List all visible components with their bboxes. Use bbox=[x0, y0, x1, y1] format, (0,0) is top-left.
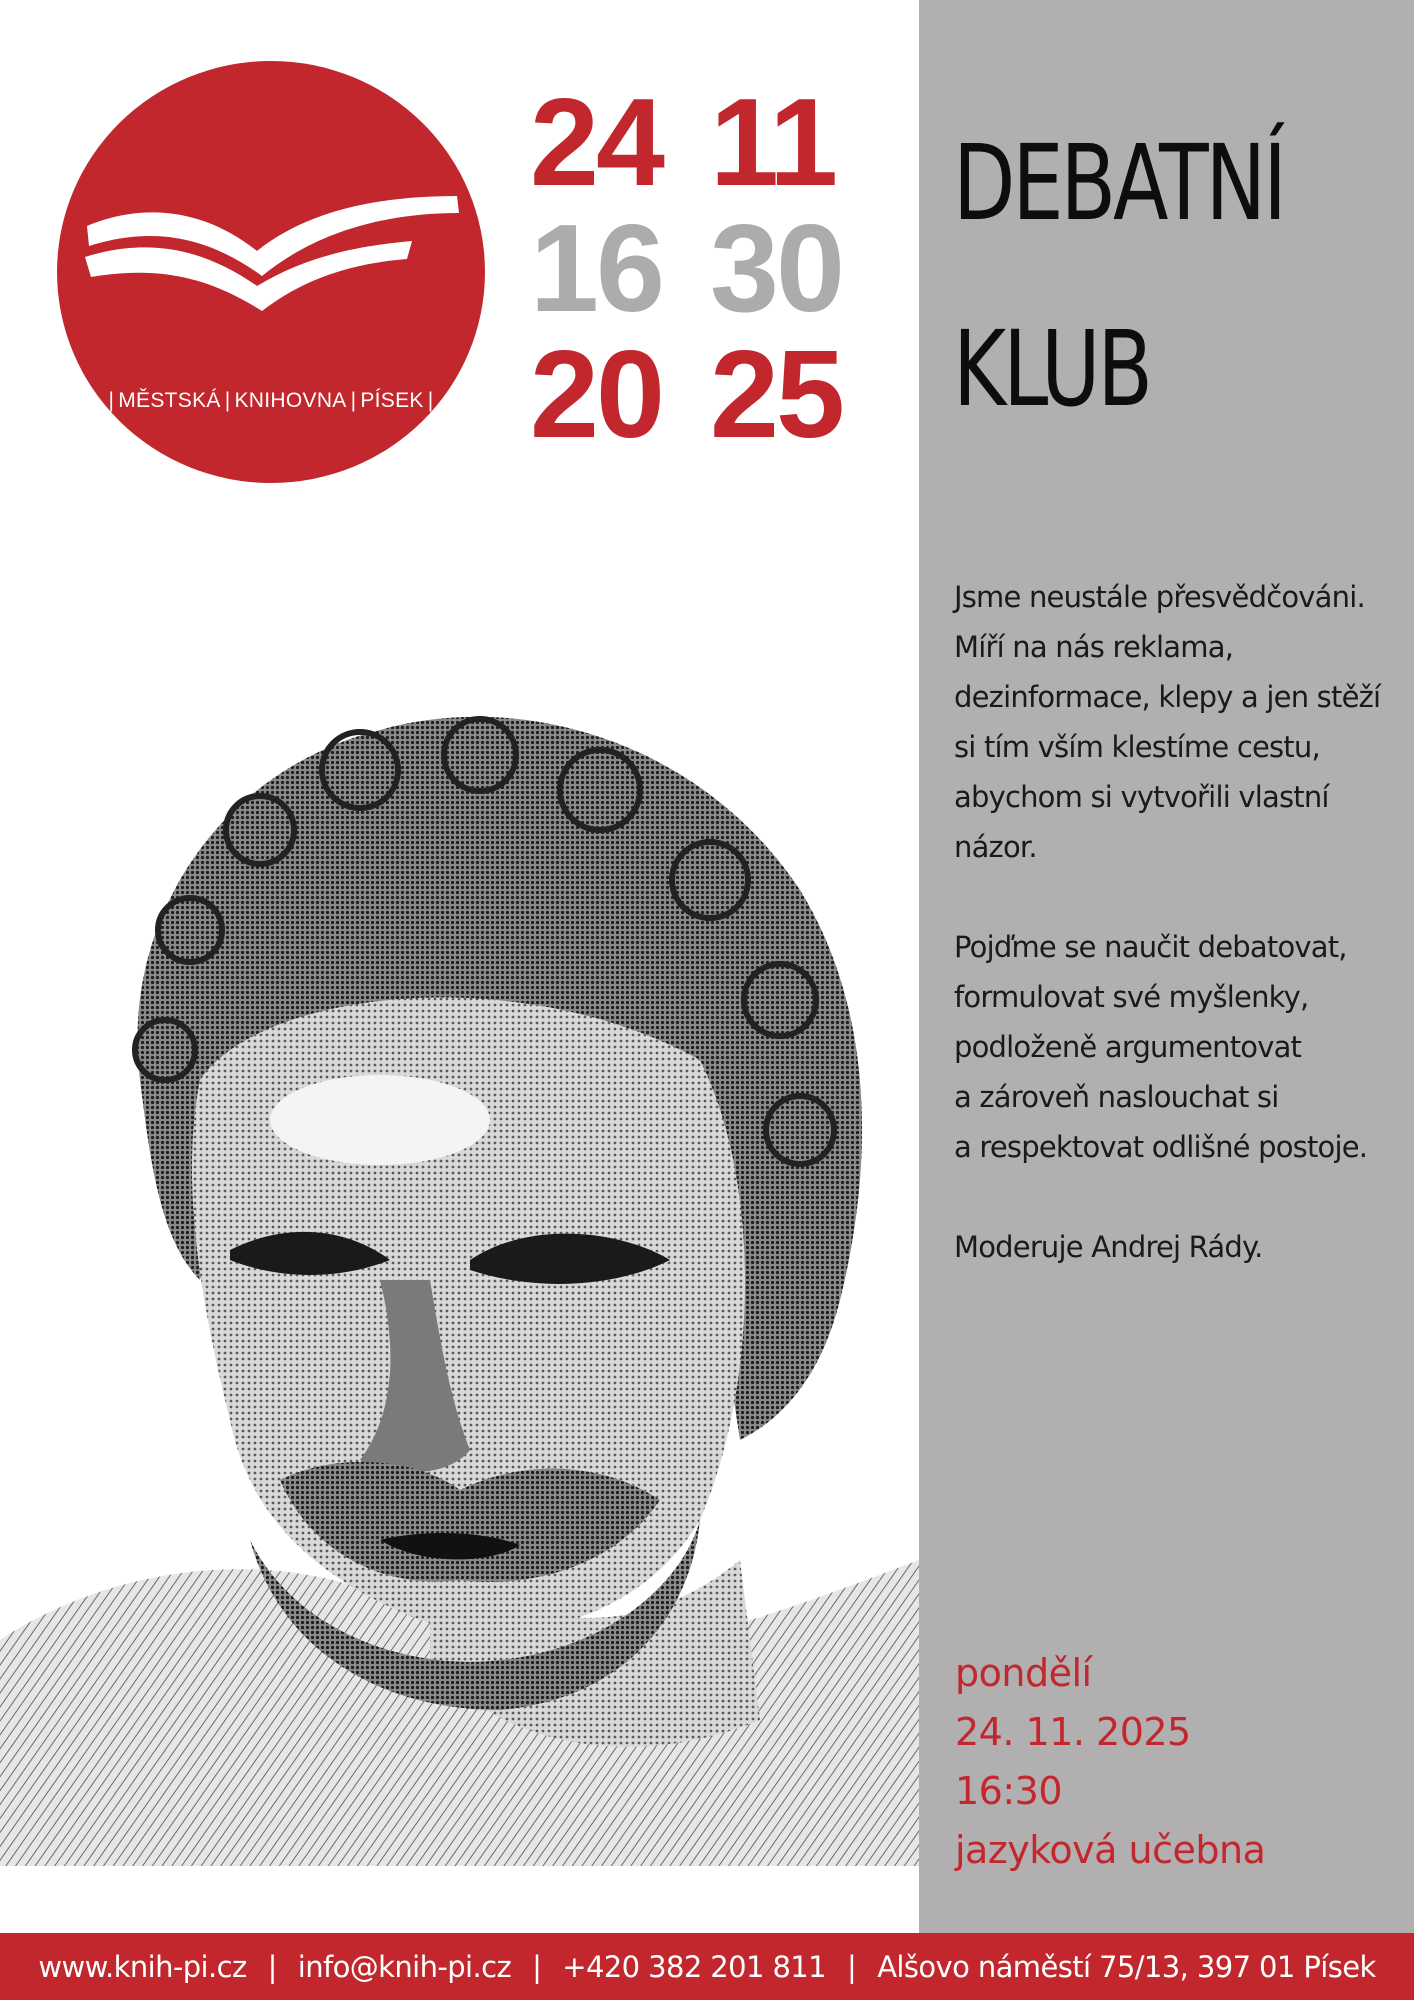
paragraph-line: a zároveň naslouchat si bbox=[954, 1080, 1279, 1114]
footer-phone[interactable]: +420 382 201 811 bbox=[562, 1949, 827, 1984]
description-paragraph-2 bbox=[954, 922, 1384, 1172]
footer-separator: | bbox=[267, 1949, 277, 1984]
open-book-icon bbox=[57, 61, 485, 483]
paragraph-line: Míří na nás reklama, bbox=[954, 630, 1234, 664]
footer-email-link[interactable]: info@knih-pi.cz bbox=[297, 1949, 512, 1984]
title-line-1: DEBATNÍ bbox=[953, 122, 1284, 244]
logo-word-pisek: PÍSEK bbox=[360, 389, 424, 412]
footer-website-link[interactable]: www.knih-pi.cz bbox=[38, 1949, 247, 1984]
logo-wordmark: | MĚSTSKÁ | KNIHOVNA | PÍSEK | bbox=[108, 389, 434, 412]
year-part-2: 25 bbox=[710, 326, 842, 464]
event-day: pondělí bbox=[955, 1651, 1092, 1695]
time-minute: 30 bbox=[710, 200, 842, 338]
event-place: jazyková učebna bbox=[955, 1828, 1266, 1872]
date-grid bbox=[530, 74, 890, 464]
event-time: 16:30 bbox=[955, 1769, 1063, 1813]
event-date: 24. 11. 2025 bbox=[955, 1710, 1191, 1754]
date-day: 24 bbox=[530, 74, 662, 212]
footer-separator: | bbox=[532, 1949, 542, 1984]
year-part-1: 20 bbox=[530, 326, 662, 464]
portrait-bust-image bbox=[0, 660, 919, 1866]
date-row-year bbox=[530, 326, 890, 464]
paragraph-line: abychom si vytvořili vlastní bbox=[954, 780, 1329, 814]
paragraph-line: formulovat své myšlenky, bbox=[954, 980, 1309, 1014]
title-line-2: KLUB bbox=[953, 308, 1150, 430]
date-row-time bbox=[530, 200, 890, 338]
date-month: 11 bbox=[710, 74, 836, 212]
footer-address: Alšovo náměstí 75/13, 397 01 Písek bbox=[877, 1949, 1376, 1984]
description-paragraph-1 bbox=[954, 572, 1384, 872]
library-logo bbox=[57, 61, 485, 483]
paragraph-line: si tím vším klestíme cestu, bbox=[954, 730, 1320, 764]
paragraph-line: podloženě argumentovat bbox=[954, 1030, 1302, 1064]
footer-contact-bar bbox=[0, 1933, 1414, 2000]
time-hour: 16 bbox=[530, 200, 662, 338]
poster-title bbox=[953, 90, 1296, 462]
paragraph-line: dezinformace, klepy a jen stěží bbox=[954, 680, 1381, 714]
footer-separator: | bbox=[847, 1949, 857, 1984]
event-details bbox=[955, 1644, 1265, 1880]
moderator-line: Moderuje Andrej Rády. bbox=[954, 1230, 1263, 1264]
paragraph-line: Pojďme se naučit debatovat, bbox=[954, 930, 1347, 964]
description bbox=[954, 572, 1384, 1322]
logo-word-knihovna: KNIHOVNA bbox=[234, 389, 347, 412]
paragraph-line: a respektovat odlišné postoje. bbox=[954, 1130, 1368, 1164]
logo-word-mestska: MĚSTSKÁ bbox=[118, 389, 221, 412]
paragraph-line: názor. bbox=[954, 830, 1037, 864]
date-row-day-month bbox=[530, 74, 890, 212]
paragraph-line: Jsme neustále přesvědčováni. bbox=[954, 580, 1365, 614]
